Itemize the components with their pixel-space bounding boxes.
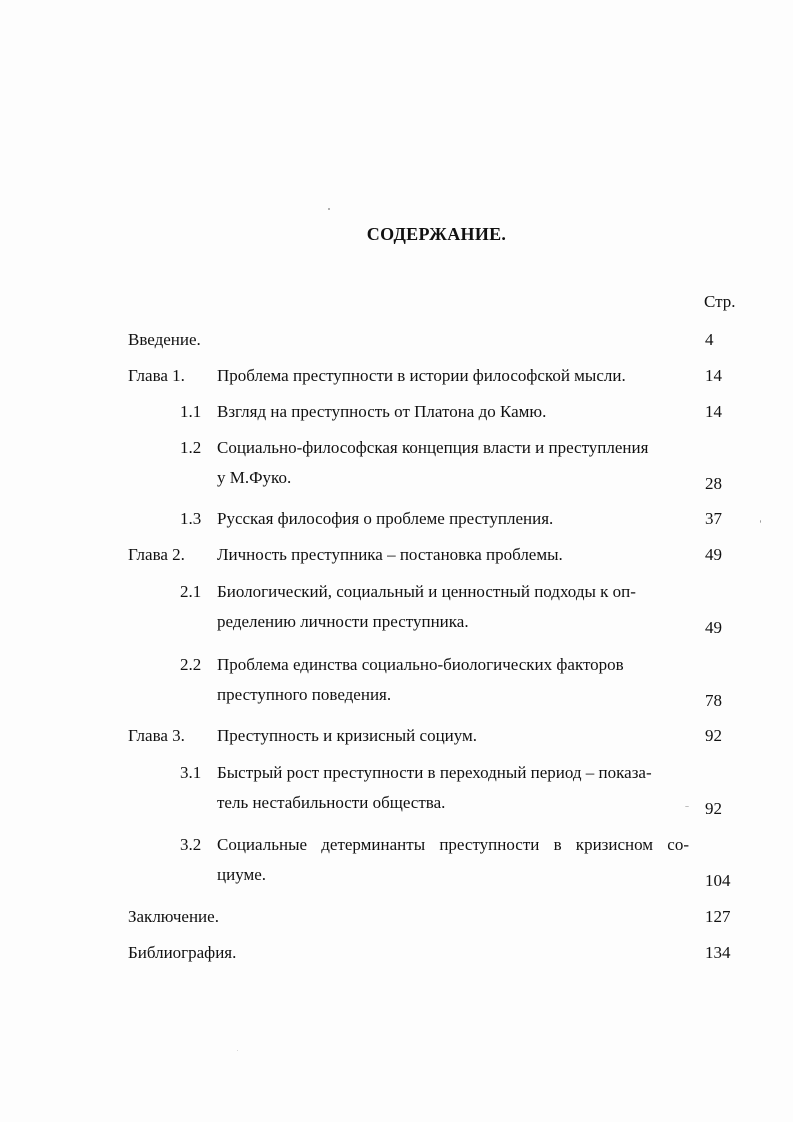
toc-section-3-2-line1: Социальные детерминанты преступности в кризисном со- bbox=[217, 835, 689, 854]
toc-bibliography-page: 134 bbox=[705, 943, 731, 962]
toc-chapter-3-page: 92 bbox=[705, 726, 722, 745]
toc-chapter-3-text: Преступность и кризисный социум. bbox=[217, 726, 478, 745]
toc-section-2-2-line2: преступного поведения. bbox=[217, 685, 392, 704]
scan-speck bbox=[328, 208, 330, 210]
toc-chapter-3-label: Глава 3. bbox=[128, 726, 185, 745]
toc-section-1-1-page: 14 bbox=[705, 402, 722, 421]
toc-conclusion-text: Заключение. bbox=[128, 907, 219, 926]
toc-section-1-2-num: 1.2 bbox=[180, 438, 202, 457]
toc-section-1-2-line1: Социально-философская концепция власти и преступления bbox=[217, 438, 649, 457]
toc-section-3-2-num: 3.2 bbox=[180, 835, 202, 854]
toc-chapter-1-label: Глава 1. bbox=[128, 366, 185, 385]
toc-section-1-3-text: Русская философия о проблеме преступления. bbox=[217, 509, 554, 528]
toc-section-3-2-line2: циуме. bbox=[217, 865, 267, 884]
toc-section-2-2-num: 2.2 bbox=[180, 655, 202, 674]
toc-section-3-2-page: 104 bbox=[705, 871, 731, 890]
toc-section-1-2-page: 28 bbox=[705, 474, 722, 493]
toc-chapter-2-page: 49 bbox=[705, 545, 722, 564]
toc-section-1-3-page: 37 bbox=[705, 509, 722, 528]
toc-section-1-1-text: Взгляд на преступность от Платона до Камю. bbox=[217, 402, 547, 421]
scan-speck bbox=[237, 1050, 238, 1051]
toc-conclusion-page: 127 bbox=[705, 907, 731, 926]
toc-section-3-1-line2: тель нестабильности общества. bbox=[217, 793, 446, 812]
toc-section-2-2-page: 78 bbox=[705, 691, 722, 710]
toc-section-3-1-page: 92 bbox=[705, 799, 722, 818]
toc-section-3-1-line1: Быстрый рост преступности в переходный период – показа- bbox=[217, 763, 652, 782]
scan-speck bbox=[760, 520, 761, 523]
toc-section-2-1-page: 49 bbox=[705, 618, 722, 637]
toc-section-1-3-num: 1.3 bbox=[180, 509, 202, 528]
toc-chapter-2-label: Глава 2. bbox=[128, 545, 185, 564]
toc-section-2-1-line1: Биологический, социальный и ценностный подходы к оп- bbox=[217, 582, 636, 601]
toc-intro-text: Введение. bbox=[128, 330, 201, 349]
toc-chapter-1-page: 14 bbox=[705, 366, 722, 385]
toc-intro-page: 4 bbox=[705, 330, 714, 349]
toc-chapter-2-text: Личность преступника – постановка проблемы. bbox=[217, 545, 563, 564]
toc-section-2-1-num: 2.1 bbox=[180, 582, 202, 601]
toc-section-2-2-line1: Проблема единства социально-биологических факторов bbox=[217, 655, 624, 674]
toc-section-1-2-line2: у М.Фуко. bbox=[217, 468, 292, 487]
toc-section-2-1-line2: ределению личности преступника. bbox=[217, 612, 469, 631]
page-title: СОДЕРЖАНИЕ. bbox=[366, 224, 507, 244]
scan-speck bbox=[685, 806, 689, 807]
toc-section-3-1-num: 3.1 bbox=[180, 763, 202, 782]
pages-column-header: Стр. bbox=[704, 292, 736, 311]
toc-chapter-1-text: Проблема преступности в истории философской мысли. bbox=[217, 366, 626, 385]
toc-bibliography-text: Библиография. bbox=[128, 943, 237, 962]
toc-section-1-1-num: 1.1 bbox=[180, 402, 202, 421]
